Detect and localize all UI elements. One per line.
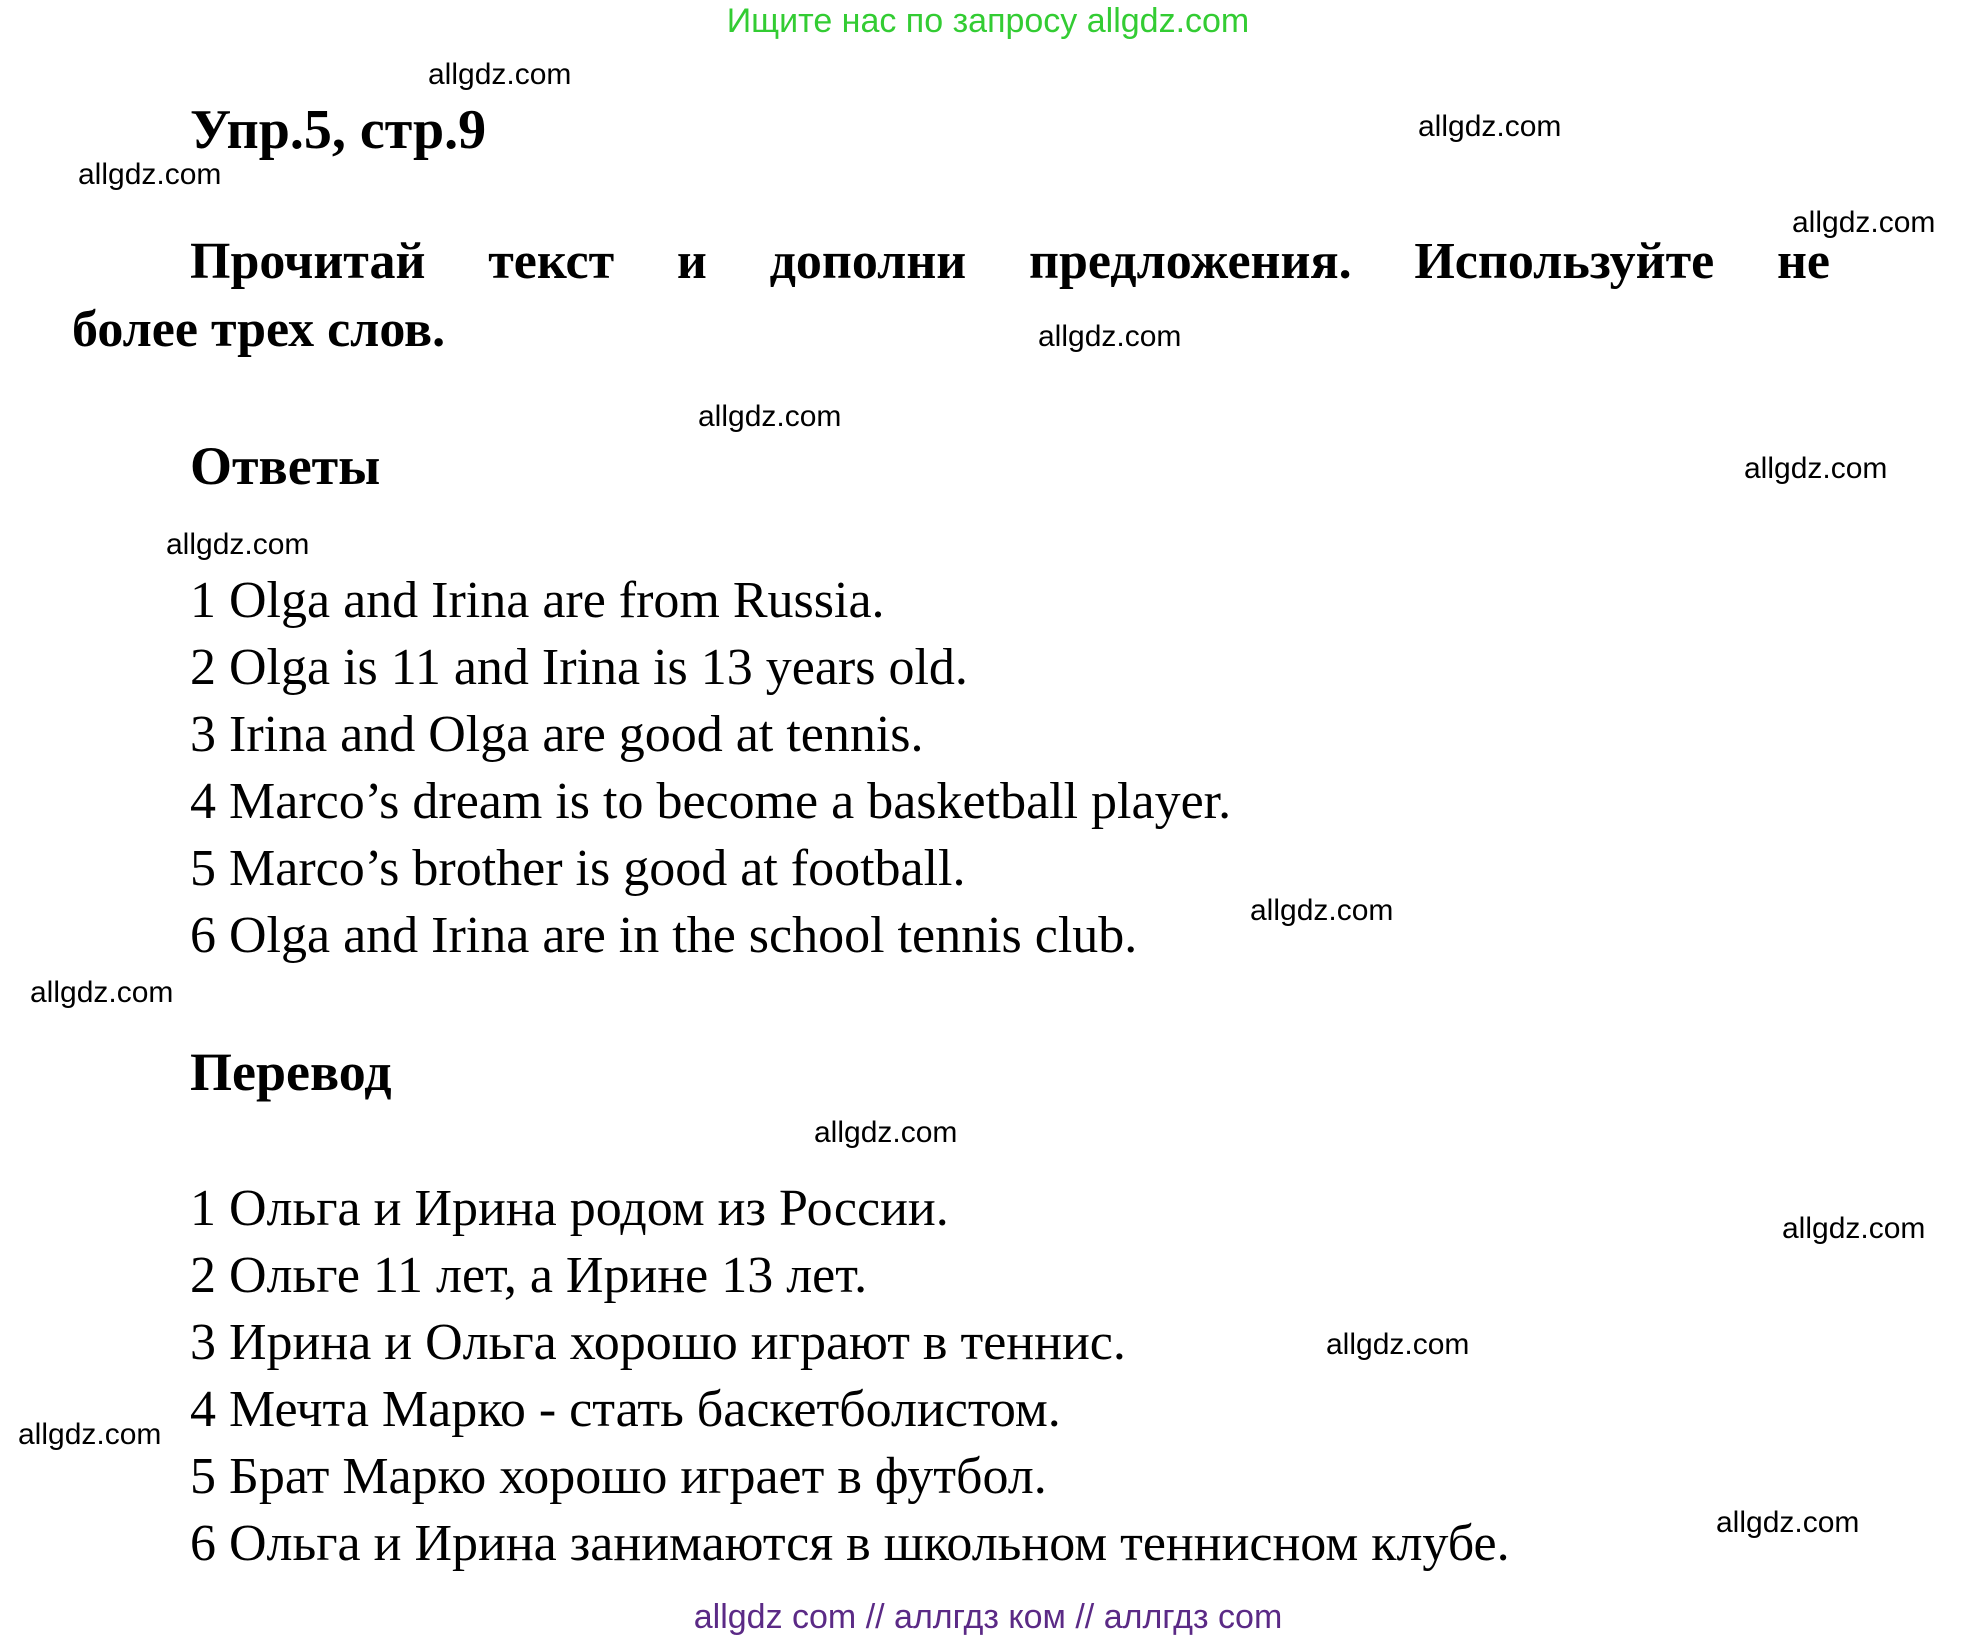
- instruction-line-2: более трех слов.: [72, 301, 446, 358]
- translation-item: 5 Брат Марко хорошо играет в футбол.: [190, 1448, 1047, 1505]
- translation-item: 4 Мечта Марко - стать баскетболистом.: [190, 1381, 1061, 1438]
- translation-list: [190, 1175, 1510, 1577]
- answer-item: 1 Olga and Irina are from Russia.: [190, 572, 885, 629]
- translation-heading: Перевод: [190, 1042, 392, 1102]
- watermark: allgdz.com: [1038, 320, 1182, 353]
- translation-item: 6 Ольга и Ирина занимаются в школьном теннисном клубе.: [190, 1515, 1510, 1572]
- answer-item: 5 Marco’s brother is good at football.: [190, 840, 966, 897]
- answer-item: 2 Olga is 11 and Irina is 13 years old.: [190, 639, 968, 696]
- watermark: allgdz.com: [698, 400, 842, 433]
- top-banner: Ищите нас по запросу allgdz.com: [726, 2, 1250, 40]
- task-instruction: [72, 228, 1830, 364]
- watermark: allgdz.com: [30, 976, 174, 1009]
- exercise-title: Упр.5, стр.9: [190, 99, 487, 161]
- answer-item: 3 Irina and Olga are good at tennis.: [190, 706, 924, 763]
- footer-banner: allgdz com // аллгдз ком // аллгдз com: [693, 1598, 1283, 1636]
- watermark: allgdz.com: [428, 58, 572, 91]
- watermark: allgdz.com: [814, 1116, 958, 1149]
- watermark: allgdz.com: [1744, 452, 1888, 485]
- translation-item: 1 Ольга и Ирина родом из России.: [190, 1180, 949, 1237]
- watermark: allgdz.com: [1782, 1212, 1926, 1245]
- watermark: allgdz.com: [166, 528, 310, 561]
- answers-list: [190, 567, 1231, 969]
- watermark: allgdz.com: [1418, 110, 1562, 143]
- watermark: allgdz.com: [1716, 1506, 1860, 1539]
- answers-heading: Ответы: [190, 436, 381, 496]
- watermark: allgdz.com: [18, 1418, 162, 1451]
- answer-item: 6 Olga and Irina are in the school tennis club.: [190, 907, 1138, 964]
- instruction-line-1: Прочитай текст и дополни предложения. Используйте не: [190, 233, 1830, 290]
- answer-item: 4 Marco’s dream is to become a basketball player.: [190, 773, 1232, 830]
- watermark: allgdz.com: [1326, 1328, 1470, 1361]
- watermark: allgdz.com: [1792, 206, 1936, 239]
- translation-item: 2 Ольге 11 лет, а Ирине 13 лет.: [190, 1247, 868, 1304]
- translation-item: 3 Ирина и Ольга хорошо играют в теннис.: [190, 1314, 1126, 1371]
- watermark: allgdz.com: [1250, 894, 1394, 927]
- watermark: allgdz.com: [78, 158, 222, 191]
